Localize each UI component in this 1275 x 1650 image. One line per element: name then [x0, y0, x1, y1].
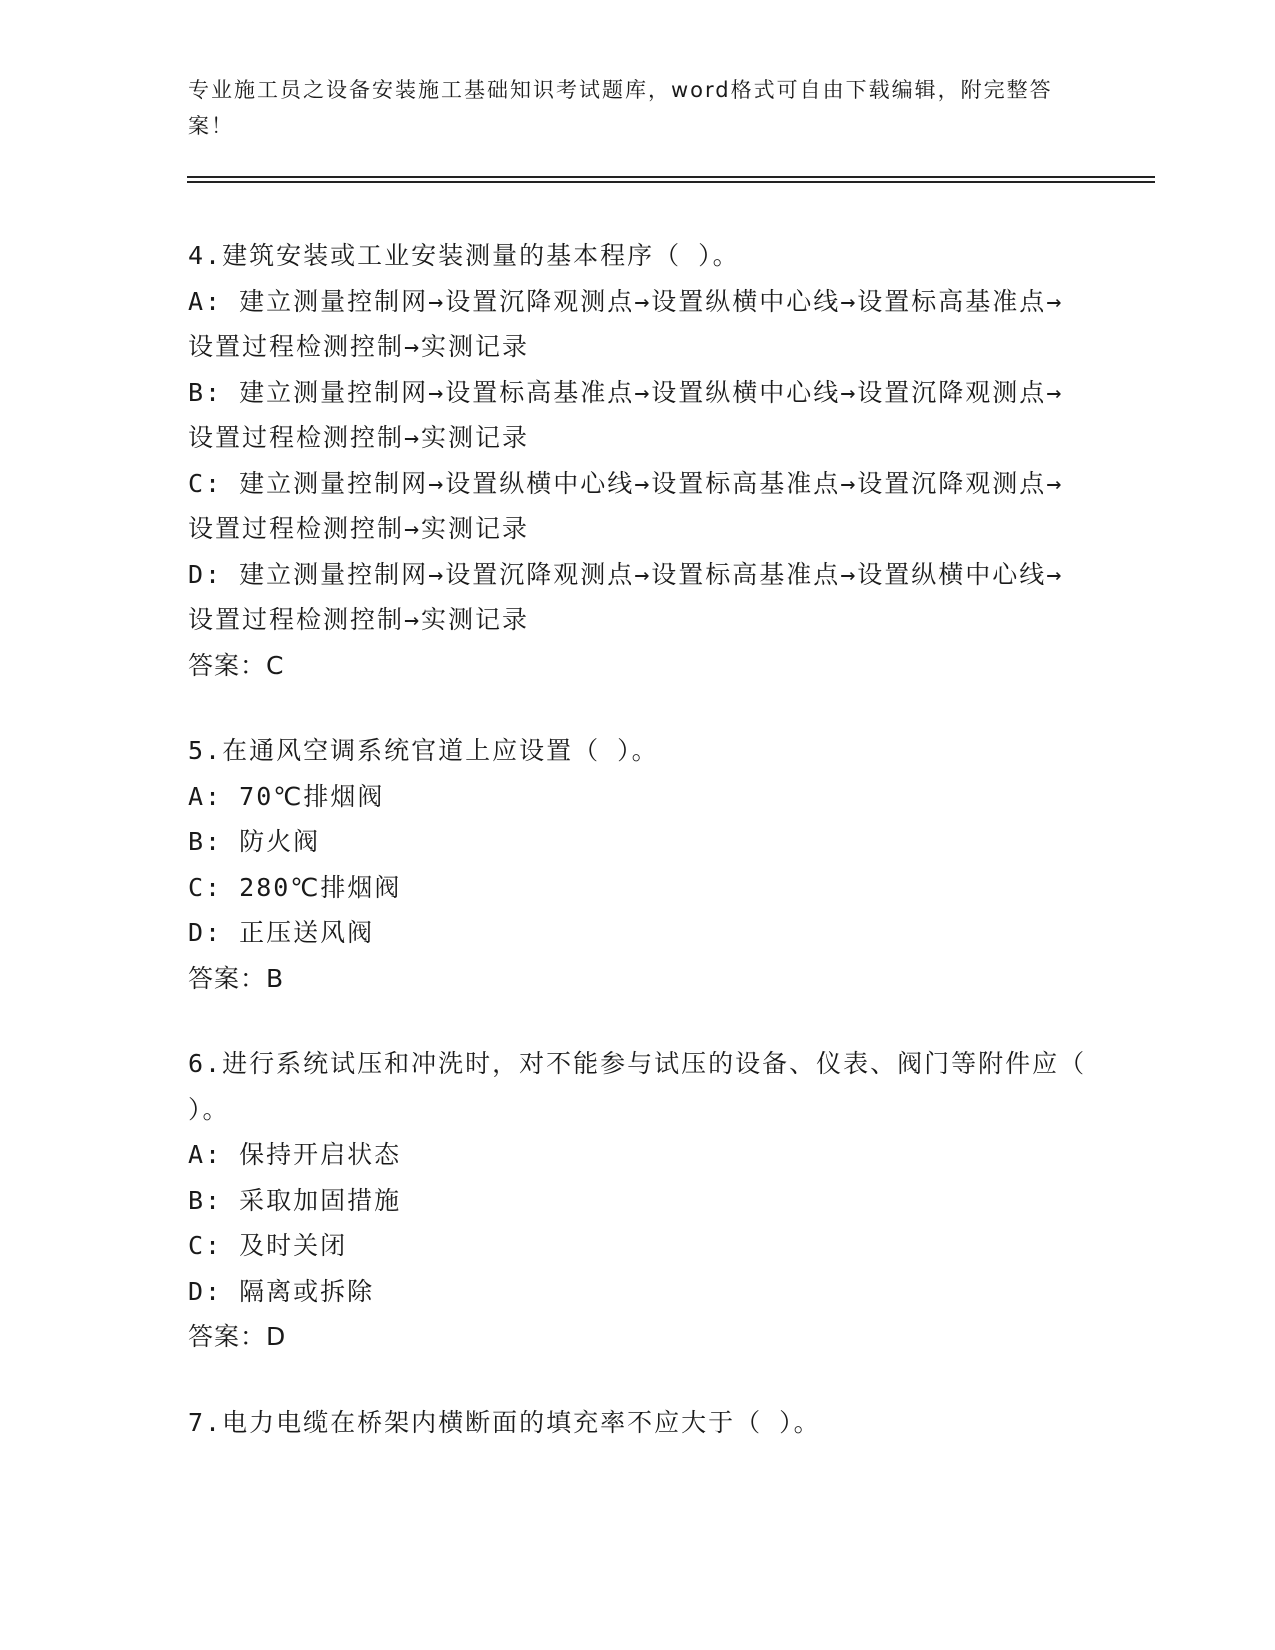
- question-list: [188, 233, 1088, 1485]
- option-d: D: 建立测量控制网→设置沉降观测点→设置标高基准点→设置纵横中心线→设置过程检测控制→实测记录: [188, 559, 1064, 634]
- question-4: [188, 233, 1088, 688]
- option-c: C: 及时关闭: [188, 1231, 348, 1260]
- question-stem: 7.电力电缆在桥架内横断面的填充率不应大于（ ）。: [188, 1407, 821, 1437]
- option-d: D: 隔离或拆除: [188, 1276, 375, 1306]
- option-b: B: 建立测量控制网→设置标高基准点→设置纵横中心线→设置沉降观测点→设置过程检测控制→实测记录: [188, 377, 1064, 452]
- option-a: A: 保持开启状态: [188, 1140, 402, 1169]
- option-d: D: 正压送风阀: [188, 918, 375, 947]
- header-divider-bottom: [187, 181, 1155, 183]
- header-divider-top: [187, 176, 1155, 178]
- document-header: 专业施工员之设备安装施工基础知识考试题库，word格式可自由下载编辑，附完整答案！: [188, 78, 1053, 138]
- answer: 答案：B: [188, 963, 285, 993]
- question-6: [188, 1041, 1088, 1360]
- answer: 答案：D: [188, 1322, 287, 1351]
- option-a: A: 建立测量控制网→设置沉降观测点→设置纵横中心线→设置标高基准点→设置过程检测控制→实测记录: [188, 286, 1064, 361]
- option-b: B: 采取加固措施: [188, 1185, 402, 1215]
- question-stem: 5.在通风空调系统官道上应设置（ ）。: [188, 736, 659, 765]
- question-stem: 6.进行系统试压和冲洗时，对不能参与试压的设备、仪表、阀门等附件应（ ）。: [188, 1049, 1087, 1124]
- option-c: C: 建立测量控制网→设置纵横中心线→设置标高基准点→设置沉降观测点→设置过程检测控制→实测记录: [188, 468, 1064, 543]
- option-a: A: 70℃排烟阀: [188, 781, 385, 811]
- question-stem: 4.建筑安装或工业安装测量的基本程序（ ）。: [188, 241, 740, 270]
- answer: 答案：C: [188, 650, 285, 680]
- question-5: [188, 728, 1088, 1001]
- question-7: [188, 1400, 1088, 1446]
- option-c: C: 280℃排烟阀: [188, 872, 402, 902]
- option-b: B: 防火阀: [188, 827, 321, 856]
